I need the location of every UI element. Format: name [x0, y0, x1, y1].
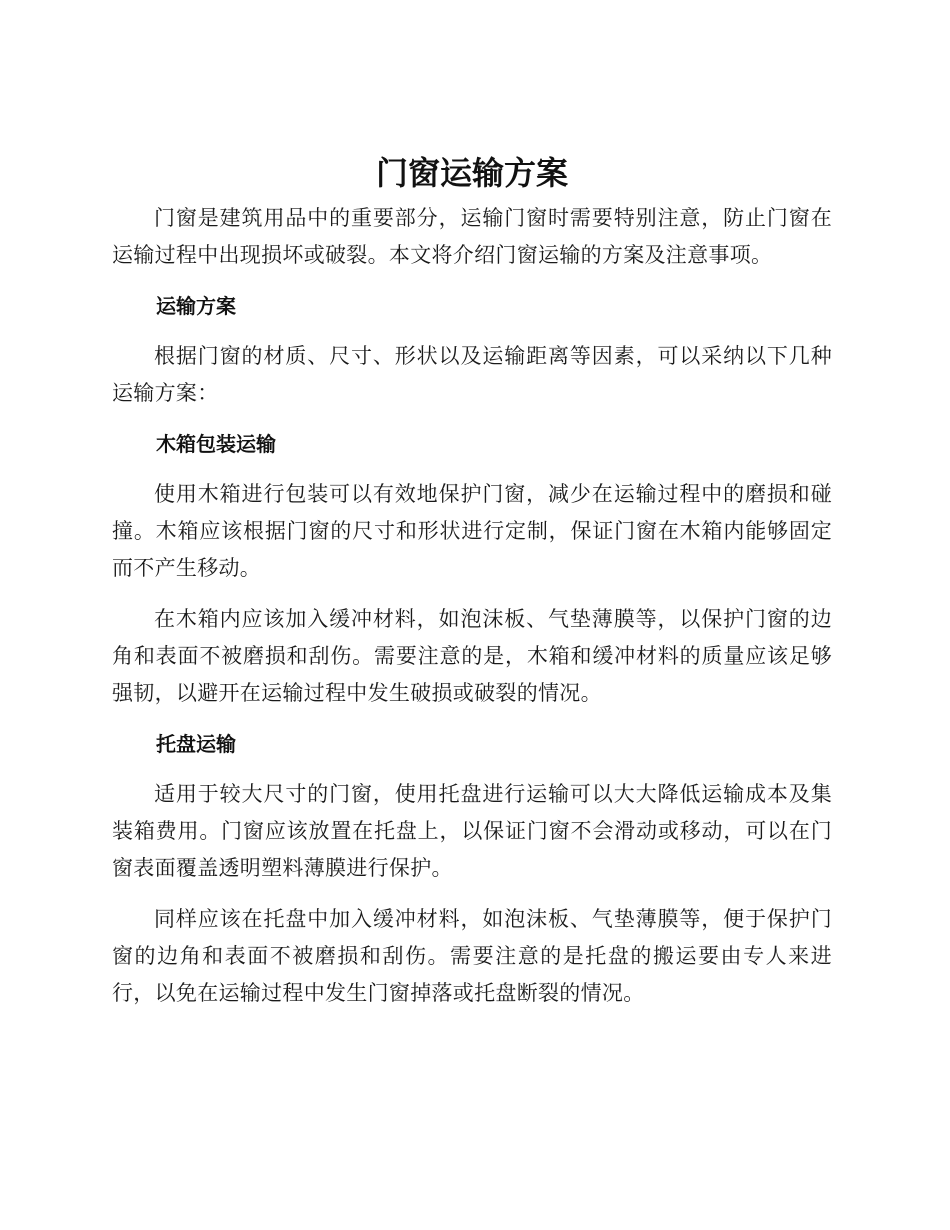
section-heading-transport-plan: 运输方案	[156, 294, 236, 318]
pallet-paragraph-2: 同样应该在托盘中加入缓冲材料，如泡沫板、气垫薄膜等，便于保护门窗的边角和表面不被磨损和刮伤。需要注意的是托盘的搬运要由专人来进行，以免在运输过程中发生门窗掉落或托盘断裂的情况。	[112, 907, 832, 1005]
pallet-paragraph-1: 适用于较大尺寸的门窗，使用托盘进行运输可以大大降低运输成本及集装箱费用。门窗应该放置在托盘上，以保证门窗不会滑动或移动，可以在门窗表面覆盖透明塑料薄膜进行保护。	[112, 782, 832, 880]
document-page	[112, 150, 832, 1026]
intro-paragraph: 门窗是建筑用品中的重要部分，运输门窗时需要特别注意，防止门窗在运输过程中出现损坏或破裂。本文将介绍门窗运输的方案及注意事项。	[112, 206, 832, 267]
section-heading-pallet: 托盘运输	[156, 732, 236, 756]
section-heading-wooden-crate: 木箱包装运输	[156, 432, 276, 456]
wooden-crate-paragraph-2: 在木箱内应该加入缓冲材料，如泡沫板、气垫薄膜等，以保护门窗的边角和表面不被磨损和刮伤。需要注意的是，木箱和缓冲材料的质量应该足够强韧，以避开在运输过程中发生破损或破裂的情况。	[112, 607, 832, 705]
wooden-crate-paragraph-1: 使用木箱进行包装可以有效地保护门窗，减少在运输过程中的磨损和碰撞。木箱应该根据门窗的尺寸和形状进行定制，保证门窗在木箱内能够固定而不产生移动。	[112, 482, 832, 580]
document-title: 门窗运输方案	[375, 154, 568, 192]
transport-plan-paragraph: 根据门窗的材质、尺寸、形状以及运输距离等因素，可以采纳以下几种运输方案：	[112, 344, 832, 405]
